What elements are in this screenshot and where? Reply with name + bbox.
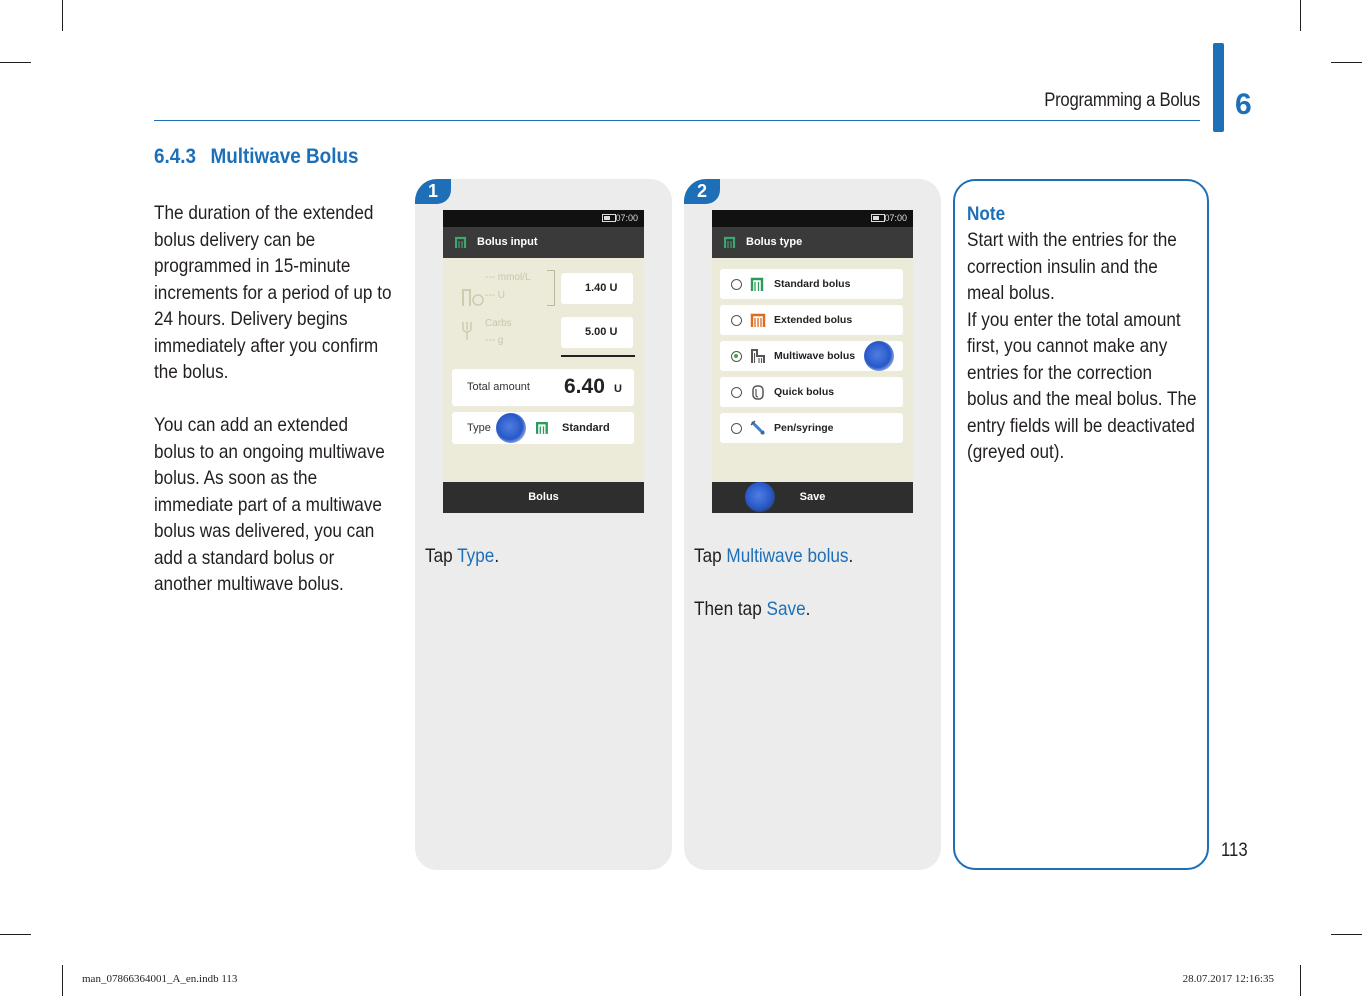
header-rule (154, 120, 1200, 121)
crop-mark (62, 965, 63, 996)
tap-indicator (864, 341, 894, 371)
note-text-1: Start with the entries for the correction insulin and the meal bolus. (967, 229, 1177, 304)
page-number: 113 (1221, 840, 1248, 861)
chapter-tab (1213, 43, 1224, 132)
instruction-link-type: Type (457, 545, 495, 567)
bg-insulin-label: --- U (485, 290, 505, 301)
radio-button[interactable] (731, 315, 742, 326)
tap-indicator (496, 413, 526, 443)
crop-mark (62, 0, 63, 31)
option-label: Extended bolus (774, 314, 853, 326)
option-label: Pen/syringe (774, 422, 834, 434)
crop-mark (1300, 0, 1301, 31)
crop-mark (1300, 965, 1301, 996)
section-heading (154, 145, 359, 169)
status-bar (712, 210, 913, 227)
type-label: Type (467, 422, 491, 434)
note-text-2: If you enter the total amount first, you cannot make any entries for the correction bolus and the meal bolus. The entry fields will be deactivated (greyed out). (967, 308, 1197, 463)
tap-indicator (745, 482, 775, 512)
instruction-text: . (805, 598, 811, 620)
correction-insulin-value: 1.40 U (585, 282, 618, 294)
crop-mark (0, 934, 31, 935)
bolus-option-quick[interactable] (720, 377, 903, 407)
option-label: Multiwave bolus (774, 350, 856, 362)
instruction-text: . (494, 545, 500, 567)
clock: 07:00 (884, 213, 907, 223)
standard-bolus-icon (536, 420, 551, 435)
instruction-text: . (848, 545, 854, 567)
standard-bolus-icon (724, 235, 738, 249)
screen-title: Bolus input (477, 236, 538, 248)
multiwave-bolus-icon (750, 348, 766, 364)
step-badge: 2 (684, 179, 720, 204)
total-amount-value: 6.40 (564, 375, 605, 398)
total-amount-unit: U (614, 383, 622, 395)
crop-mark (1331, 62, 1362, 63)
quick-bolus-icon (750, 384, 766, 400)
slug-right: 28.07.2017 12:16:35 (1182, 973, 1274, 985)
note-box (953, 179, 1209, 870)
section-number: 6.4.3 (154, 145, 197, 168)
instruction-link-save: Save (766, 598, 806, 620)
standard-bolus-icon (750, 276, 766, 292)
section-title: Multiwave Bolus (210, 145, 359, 168)
battery-icon (871, 214, 885, 222)
bolus-option-standard[interactable] (720, 269, 903, 299)
slug-left: man_07866364001_A_en.indb 113 (82, 973, 238, 985)
chapter-number: 6 (1235, 88, 1252, 121)
battery-icon (602, 214, 616, 222)
option-label: Standard bolus (774, 278, 851, 290)
screen-title: Bolus type (746, 236, 803, 248)
step-2-panel (684, 179, 941, 870)
bg-unit-label: --- mmol/L (485, 272, 531, 283)
radio-button[interactable] (731, 279, 742, 290)
title-bar (712, 227, 913, 258)
bolus-option-pen-syringe[interactable] (720, 413, 903, 443)
note-title: Note (967, 203, 1006, 225)
blood-glucose-icon (461, 286, 485, 308)
clock: 07:00 (615, 213, 638, 223)
correction-insulin-field[interactable] (561, 273, 633, 304)
bolus-input-screen (443, 210, 644, 513)
bolus-button[interactable]: Bolus (443, 482, 644, 513)
intro-paragraph-1: The duration of the extended bolus delivery can be programmed in 15-minute increments for a period of up to 24 hours. Delivery begins immediately after you confirm the bolus. (154, 202, 392, 383)
type-value: Standard (562, 422, 610, 434)
step-1-instruction (425, 545, 499, 568)
instruction-link-multiwave: Multiwave bolus (726, 545, 849, 567)
bolus-type-screen (712, 210, 913, 513)
standard-bolus-icon (455, 235, 469, 249)
carbs-value: --- g (485, 335, 504, 346)
crop-mark (1331, 934, 1362, 935)
instruction-text: Then tap (694, 598, 767, 620)
step-1-panel (415, 179, 672, 870)
carbs-label: Carbs (485, 318, 512, 329)
meal-bolus-field[interactable] (561, 317, 633, 348)
running-header: Programming a Bolus (1044, 90, 1200, 111)
instruction-text: Tap (694, 545, 727, 567)
syringe-icon (750, 420, 766, 436)
carbs-icon (461, 320, 477, 342)
option-label: Quick bolus (774, 386, 835, 398)
bolus-option-extended[interactable] (720, 305, 903, 335)
instruction-text: Tap (425, 545, 458, 567)
radio-button-selected[interactable] (731, 351, 742, 362)
radio-button[interactable] (731, 423, 742, 434)
bolus-type-row[interactable] (452, 412, 634, 444)
step-2-instruction-2 (694, 598, 810, 621)
meal-bolus-value: 5.00 U (585, 326, 618, 338)
save-button[interactable]: Save (712, 482, 913, 513)
intro-paragraph-2: You can add an extended bolus to an ongoing multiwave bolus. As soon as the immediate part of a multiwave bolus was delivered, you can add a standard bolus or another multiwave bolus. (154, 414, 385, 595)
crop-mark (0, 62, 31, 63)
bracket (547, 270, 555, 306)
radio-button[interactable] (731, 387, 742, 398)
total-amount-label: Total amount (467, 381, 530, 393)
extended-bolus-icon (750, 312, 766, 328)
step-2-instruction-1 (694, 545, 853, 568)
note-text (967, 227, 1198, 466)
total-amount-row[interactable] (452, 369, 634, 406)
status-bar (443, 210, 644, 227)
step-badge: 1 (415, 179, 451, 204)
title-bar (443, 227, 644, 258)
sum-line (561, 355, 635, 357)
